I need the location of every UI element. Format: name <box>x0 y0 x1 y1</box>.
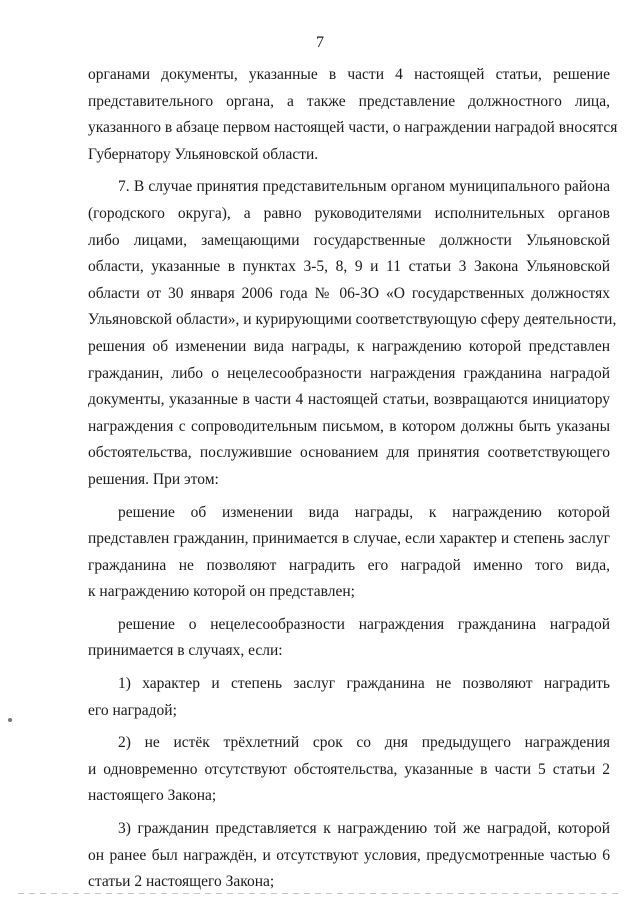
text-line: указанного в абзаце первом настоящей части, о награждении наградой вносятся <box>88 119 618 137</box>
document-body <box>88 62 618 896</box>
text-line: гражданина не позволяют наградить его наградой именно того вида, <box>88 556 610 574</box>
text-line: решение об изменении вида награды, к награждению которой <box>118 503 610 521</box>
text-line: области, указанные в пунктах 3-5, 8, 9 и 11 статьи 3 Закона Ульяновской <box>88 258 610 276</box>
text-line: представительного органа, а также представление должностного лица, <box>88 92 610 110</box>
text-line: настоящего Закона; <box>88 787 217 805</box>
text-line: органами документы, указанные в части 4 настоящей статьи, решение <box>88 66 610 83</box>
paragraph-continuation <box>88 62 618 168</box>
text-line: 7. В случае принятия представительным органом муниципального района <box>118 178 610 196</box>
text-line: награждения с сопроводительным письмом, в котором должны быть указаны <box>88 417 610 435</box>
text-line: к награждению которой он представлен; <box>88 583 355 601</box>
text-line: Ульяновской области», и курирующими соответствующую сферу деятельности, <box>88 311 617 329</box>
text-line: документы, указанные в части 4 настоящей статьи, возвращаются инициатору <box>88 391 610 409</box>
text-line: 2) не истёк трёхлетний срок со дня предыдущего награждения <box>118 734 610 752</box>
scan-speck <box>8 718 12 722</box>
page-number: 7 <box>316 34 324 51</box>
text-line: Губернатору Ульяновской области. <box>88 145 319 163</box>
text-line: 1) характер и степень заслуг гражданина не позволяют наградить <box>118 675 610 693</box>
list-item-2 <box>88 730 610 810</box>
text-line: принимается в случаях, если: <box>88 642 283 660</box>
text-line: решение о нецелесообразности награждения гражданина наградой <box>118 615 610 633</box>
text-line: решения. При этом: <box>88 470 219 488</box>
text-line: представлен гражданин, принимается в случае, если характер и степень заслуг <box>88 530 610 548</box>
text-line: (городского округа), а равно руководителями исполнительных органов <box>88 204 610 222</box>
paragraph-part-7 <box>88 174 617 493</box>
scan-artifact-line <box>18 893 622 894</box>
list-item-1 <box>88 671 610 724</box>
text-line: он ранее был награждён, и отсутствуют условия, предусмотренные частью 6 <box>88 846 610 864</box>
text-line: статьи 2 настоящего Закона; <box>88 873 275 891</box>
list-item-3 <box>88 816 610 896</box>
text-line: области от 30 января 2006 года № 06-ЗО «О государственных должностях <box>88 284 610 302</box>
text-line: обстоятельства, послужившие основанием для принятия соответствующего <box>88 444 610 462</box>
paragraph-inexpediency <box>88 612 610 665</box>
text-line: либо лицами, замещающими государственные должности Ульяновской <box>88 231 610 249</box>
text-line: решения об изменении вида награды, к награждению которой представлен <box>88 337 610 355</box>
paragraph-change-award-type <box>88 500 610 606</box>
text-line: 3) гражданин представляется к награждению той же наградой, которой <box>118 820 610 838</box>
text-line: и одновременно отсутствуют обстоятельства, указанные в части 5 статьи 2 <box>88 760 610 778</box>
text-line: его наградой; <box>88 701 177 719</box>
text-line: гражданин, либо о нецелесообразности награждения гражданина наградой <box>88 364 610 382</box>
